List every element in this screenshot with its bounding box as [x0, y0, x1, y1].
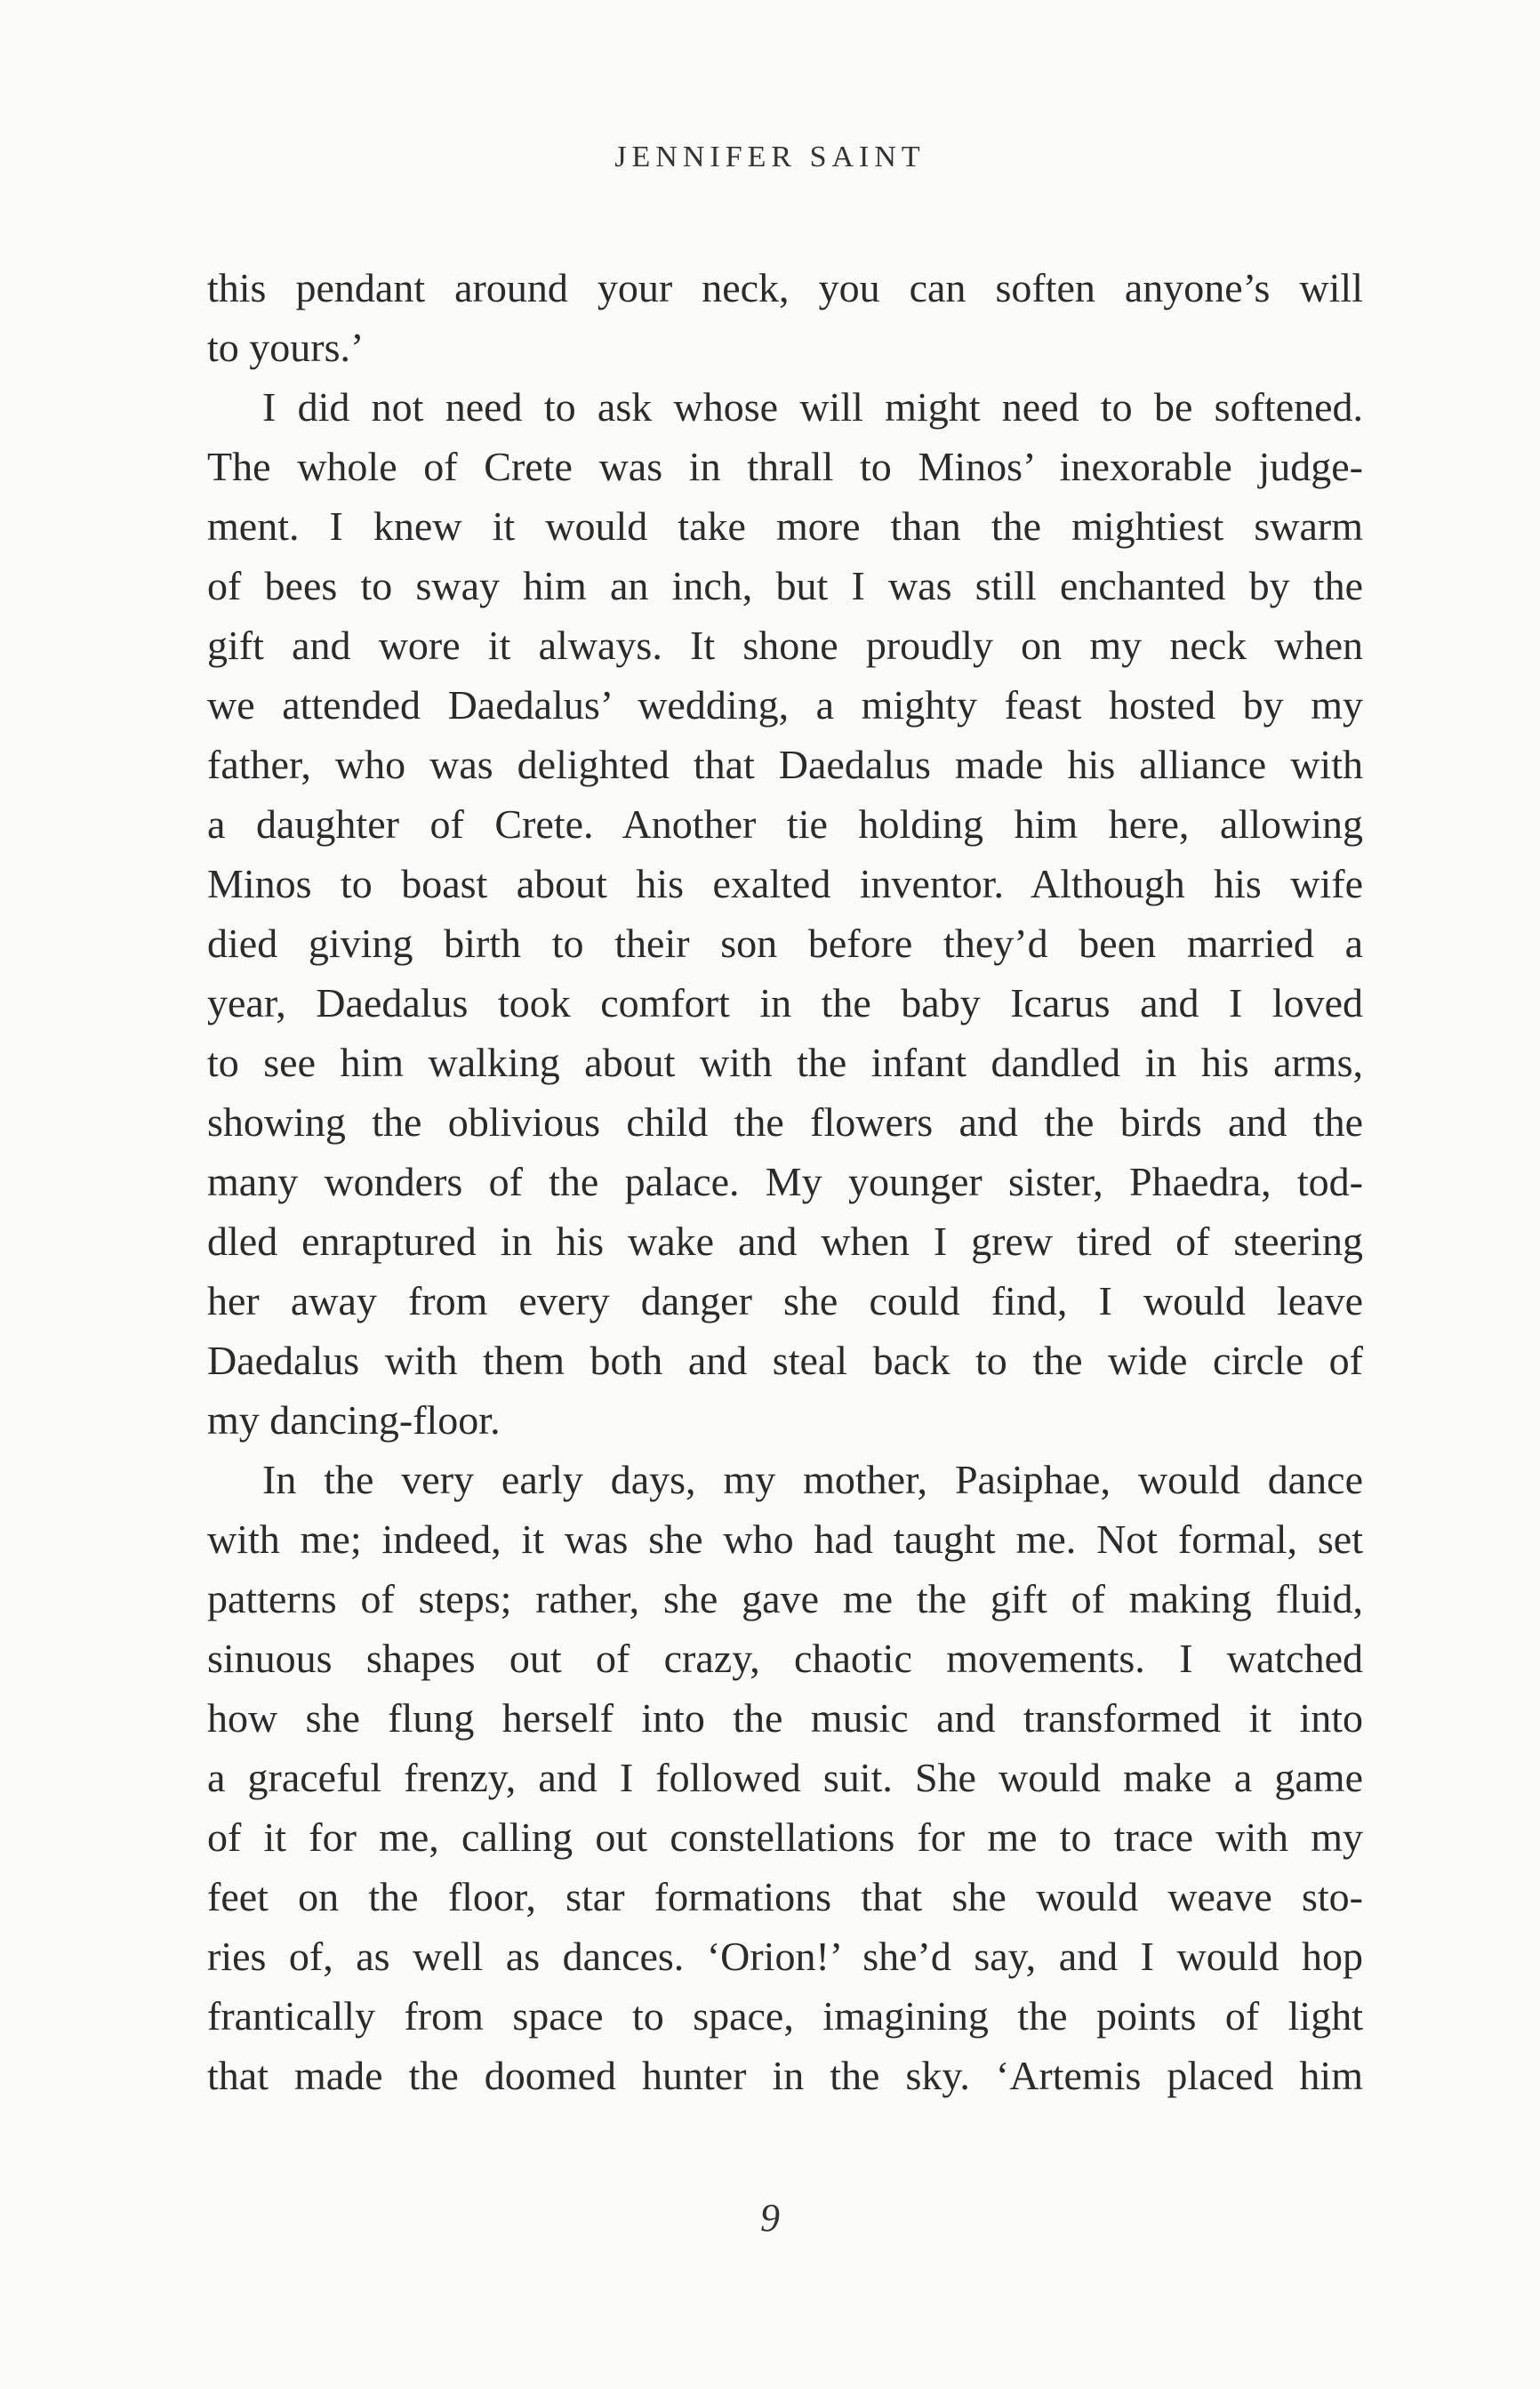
- body-text: [207, 258, 1363, 2105]
- text-line: sinuous shapes out of crazy, chaotic movements. I watched: [207, 1636, 1363, 1681]
- text-line: we attended Daedalus’ wedding, a mighty feast hosted by my: [207, 682, 1363, 728]
- text-line: The whole of Crete was in thrall to Minos’ inexorable judge-: [207, 444, 1363, 489]
- text-line: gift and wore it always. It shone proudly on my neck when: [207, 623, 1363, 668]
- text-line: her away from every danger she could find, I would leave: [207, 1278, 1363, 1323]
- text-line: a graceful frenzy, and I followed suit. She would make a game: [207, 1755, 1363, 1800]
- text-line: many wonders of the palace. My younger sister, Phaedra, tod-: [207, 1159, 1363, 1204]
- text-line: dled enraptured in his wake and when I grew tired of steering: [207, 1219, 1363, 1264]
- text-line: died giving birth to their son before they’d been married a: [207, 921, 1363, 966]
- text-line: frantically from space to space, imagining the points of light: [207, 1993, 1363, 2039]
- text-line: with me; indeed, it was she who had taught me. Not formal, set: [207, 1516, 1363, 1562]
- text-line: feet on the floor, star formations that she would weave sto-: [207, 1874, 1363, 1919]
- text-line: year, Daedalus took comfort in the baby Icarus and I loved: [207, 980, 1363, 1026]
- text-line: I did not need to ask whose will might need to be softened.: [262, 384, 1363, 430]
- text-line: Minos to boast about his exalted inventor. Although his wife: [207, 861, 1363, 906]
- text-line: to see him walking about with the infant dandled in his arms,: [207, 1040, 1363, 1085]
- text-line: of bees to sway him an inch, but I was still enchanted by the: [207, 563, 1363, 608]
- text-line: ment. I knew it would take more than the mightiest swarm: [207, 503, 1363, 549]
- text-line: showing the oblivious child the flowers and the birds and the: [207, 1099, 1363, 1145]
- text-line: ries of, as well as dances. ‘Orion!’ she’d say, and I would hop: [207, 1934, 1363, 1979]
- text-line: Daedalus with them both and steal back to the wide circle of: [207, 1338, 1363, 1383]
- page-number: 9: [760, 2196, 780, 2240]
- text-line: patterns of steps; rather, she gave me the gift of making fluid,: [207, 1576, 1363, 1621]
- text-line: that made the doomed hunter in the sky. ‘Artemis placed him: [207, 2053, 1363, 2098]
- text-line: a daughter of Crete. Another tie holding him here, allowing: [207, 801, 1363, 847]
- text-line: how she flung herself into the music and transformed it into: [207, 1695, 1363, 1741]
- running-head: JENNIFER SAINT: [614, 141, 926, 173]
- text-line: In the very early days, my mother, Pasiphae, would dance: [262, 1457, 1363, 1502]
- text-line: of it for me, calling out constellations for me to trace with my: [207, 1814, 1363, 1860]
- text-line: father, who was delighted that Daedalus made his alliance with: [207, 742, 1363, 787]
- text-line: my dancing-floor.: [207, 1397, 501, 1443]
- text-line: to yours.’: [207, 325, 365, 370]
- text-line: this pendant around your neck, you can soften anyone’s will: [207, 265, 1363, 310]
